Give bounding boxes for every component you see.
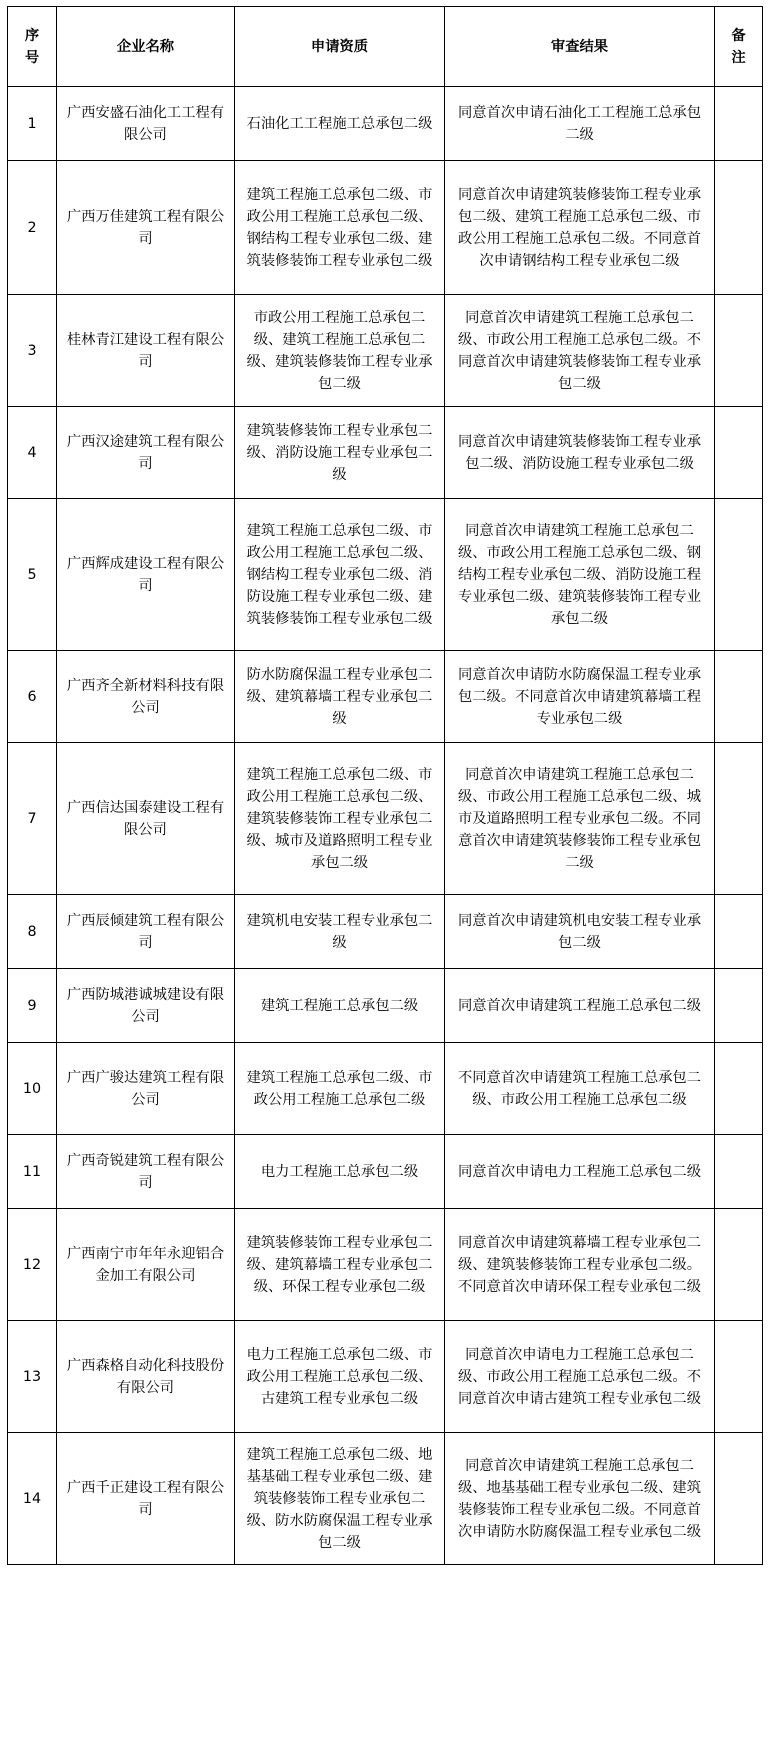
cell-index: 8 [8,895,57,969]
cell-index: 5 [8,499,57,651]
cell-company: 广西汉途建筑工程有限公司 [57,407,235,499]
cell-index: 11 [8,1135,57,1209]
review-results-table [7,6,763,1565]
cell-result: 同意首次申请建筑工程施工总承包二级、市政公用工程施工总承包二级。不同意首次申请建筑装修装饰工程专业承包二级 [445,295,715,407]
cell-note [715,969,763,1043]
cell-result: 同意首次申请电力工程施工总承包二级 [445,1135,715,1209]
cell-company: 广西防城港诚城建设有限公司 [57,969,235,1043]
cell-index: 14 [8,1433,57,1565]
cell-qualification: 建筑工程施工总承包二级、市政公用工程施工总承包二级、建筑装修装饰工程专业承包二级、城市及道路照明工程专业承包二级 [235,743,445,895]
cell-note [715,743,763,895]
cell-company: 广西辰倾建筑工程有限公司 [57,895,235,969]
cell-company: 广西千正建设工程有限公司 [57,1433,235,1565]
cell-result: 同意首次申请建筑工程施工总承包二级 [445,969,715,1043]
cell-company: 桂林青江建设工程有限公司 [57,295,235,407]
table-row [8,1043,763,1135]
cell-result: 同意首次申请建筑机电安装工程专业承包二级 [445,895,715,969]
cell-company: 广西南宁市年年永迎铝合金加工有限公司 [57,1209,235,1321]
cell-qualification: 建筑工程施工总承包二级、市政公用工程施工总承包二级、钢结构工程专业承包二级、建筑装修装饰工程专业承包二级 [235,161,445,295]
cell-qualification: 电力工程施工总承包二级、市政公用工程施工总承包二级、古建筑工程专业承包二级 [235,1321,445,1433]
cell-note [715,1135,763,1209]
cell-company: 广西安盛石油化工工程有限公司 [57,87,235,161]
cell-qualification: 市政公用工程施工总承包二级、建筑工程施工总承包二级、建筑装修装饰工程专业承包二级 [235,295,445,407]
table-row [8,1209,763,1321]
table-row [8,87,763,161]
cell-result: 同意首次申请建筑工程施工总承包二级、市政公用工程施工总承包二级、钢结构工程专业承包二级、消防设施工程专业承包二级、建筑装修装饰工程专业承包二级 [445,499,715,651]
cell-note [715,407,763,499]
cell-index: 4 [8,407,57,499]
cell-note [715,1209,763,1321]
cell-index: 1 [8,87,57,161]
cell-index: 3 [8,295,57,407]
cell-result: 同意首次申请防水防腐保温工程专业承包二级。不同意首次申请建筑幕墙工程专业承包二级 [445,651,715,743]
cell-note [715,295,763,407]
header-qualification: 申请资质 [235,7,445,87]
table-row [8,651,763,743]
cell-index: 12 [8,1209,57,1321]
cell-result: 同意首次申请建筑装修装饰工程专业承包二级、建筑工程施工总承包二级、市政公用工程施工总承包二级。不同意首次申请钢结构工程专业承包二级 [445,161,715,295]
cell-qualification: 建筑工程施工总承包二级 [235,969,445,1043]
cell-index: 2 [8,161,57,295]
header-index-line2: 号 [24,49,40,66]
header-index [8,7,57,87]
cell-index: 9 [8,969,57,1043]
table-row [8,499,763,651]
table-row [8,1433,763,1565]
table-row [8,1135,763,1209]
cell-index: 13 [8,1321,57,1433]
cell-note [715,87,763,161]
cell-result: 同意首次申请建筑工程施工总承包二级、地基基础工程专业承包二级、建筑装修装饰工程专业承包二级。不同意首次申请防水防腐保温工程专业承包二级 [445,1433,715,1565]
cell-result: 同意首次申请建筑工程施工总承包二级、市政公用工程施工总承包二级、城市及道路照明工程专业承包二级。不同意首次申请建筑装修装饰工程专业承包二级 [445,743,715,895]
table-row [8,895,763,969]
cell-result: 同意首次申请石油化工工程施工总承包二级 [445,87,715,161]
cell-note [715,161,763,295]
table-row [8,161,763,295]
cell-qualification: 石油化工工程施工总承包二级 [235,87,445,161]
cell-qualification: 建筑装修装饰工程专业承包二级、消防设施工程专业承包二级 [235,407,445,499]
cell-company: 广西广骏达建筑工程有限公司 [57,1043,235,1135]
header-company: 企业名称 [57,7,235,87]
cell-qualification: 防水防腐保温工程专业承包二级、建筑幕墙工程专业承包二级 [235,651,445,743]
header-index-line1: 序 [24,27,40,44]
table-header-row [8,7,763,87]
cell-company: 广西万佳建筑工程有限公司 [57,161,235,295]
table-row [8,1321,763,1433]
table-body [8,87,763,1565]
cell-note [715,1433,763,1565]
cell-qualification: 建筑工程施工总承包二级、市政公用工程施工总承包二级、钢结构工程专业承包二级、消防设施工程专业承包二级、建筑装修装饰工程专业承包二级 [235,499,445,651]
table-row [8,407,763,499]
cell-company: 广西森格自动化科技股份有限公司 [57,1321,235,1433]
cell-result: 同意首次申请电力工程施工总承包二级、市政公用工程施工总承包二级。不同意首次申请古建筑工程专业承包二级 [445,1321,715,1433]
cell-company: 广西信达国泰建设工程有限公司 [57,743,235,895]
cell-qualification: 建筑工程施工总承包二级、地基基础工程专业承包二级、建筑装修装饰工程专业承包二级、防水防腐保温工程专业承包二级 [235,1433,445,1565]
cell-company: 广西辉成建设工程有限公司 [57,499,235,651]
cell-note [715,895,763,969]
cell-result: 同意首次申请建筑装修装饰工程专业承包二级、消防设施工程专业承包二级 [445,407,715,499]
cell-qualification: 建筑工程施工总承包二级、市政公用工程施工总承包二级 [235,1043,445,1135]
cell-note [715,1321,763,1433]
cell-qualification: 建筑机电安装工程专业承包二级 [235,895,445,969]
table-row [8,743,763,895]
table-row [8,295,763,407]
header-note-line2: 注 [731,49,746,66]
cell-note [715,1043,763,1135]
cell-result: 不同意首次申请建筑工程施工总承包二级、市政公用工程施工总承包二级 [445,1043,715,1135]
cell-note [715,651,763,743]
cell-company: 广西奇锐建筑工程有限公司 [57,1135,235,1209]
cell-result: 同意首次申请建筑幕墙工程专业承包二级、建筑装修装饰工程专业承包二级。不同意首次申请环保工程专业承包二级 [445,1209,715,1321]
table-row [8,969,763,1043]
header-result: 审查结果 [445,7,715,87]
cell-note [715,499,763,651]
header-note [715,7,763,87]
cell-qualification: 建筑装修装饰工程专业承包二级、建筑幕墙工程专业承包二级、环保工程专业承包二级 [235,1209,445,1321]
cell-index: 7 [8,743,57,895]
cell-index: 10 [8,1043,57,1135]
cell-qualification: 电力工程施工总承包二级 [235,1135,445,1209]
cell-index: 6 [8,651,57,743]
header-note-line1: 备 [731,27,746,44]
cell-company: 广西齐全新材料科技有限公司 [57,651,235,743]
